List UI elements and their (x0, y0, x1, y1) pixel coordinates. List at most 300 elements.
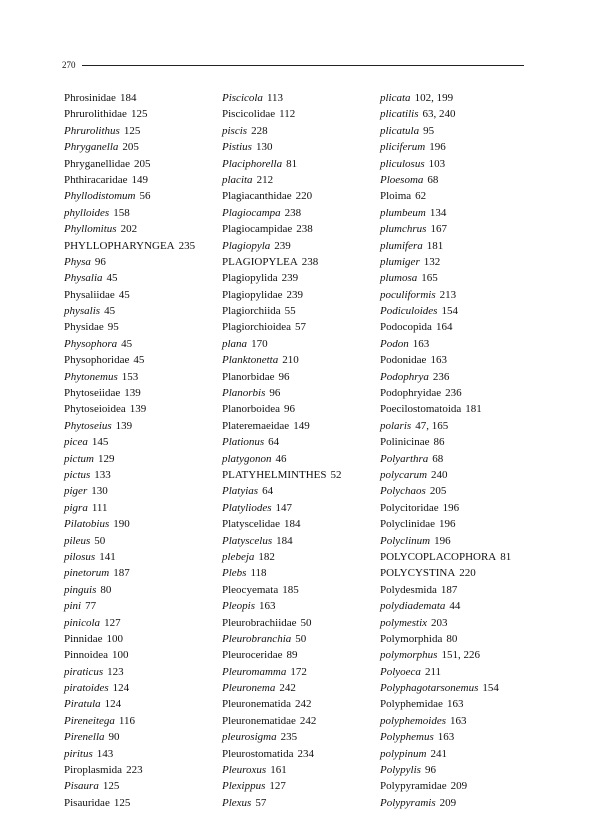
index-entry (380, 172, 550, 188)
index-term: Physophora (64, 337, 118, 350)
index-entry (222, 795, 372, 811)
index-entry (64, 188, 214, 204)
page-reference: 124 (104, 698, 122, 711)
page-reference: 182 (258, 550, 275, 563)
page-reference: 234 (297, 747, 314, 760)
index-term: plumosa (380, 272, 418, 285)
index-term: Polypyramis (380, 796, 436, 809)
index-term: PHYLLOPHARYNGEA (64, 239, 175, 252)
page-reference: 96 (269, 387, 281, 400)
index-term: Phytonemus (64, 370, 118, 383)
index-entry (222, 451, 372, 467)
index-entry (222, 254, 372, 270)
index-term: Plagiocampa (222, 206, 281, 219)
index-entry (222, 549, 372, 565)
page-reference: 96 (94, 255, 106, 268)
index-entry (222, 696, 372, 712)
index-entry (222, 713, 372, 729)
index-entry (64, 565, 214, 581)
index-term: Polyarthra (380, 452, 429, 465)
index-entry (222, 778, 372, 794)
index-term: Plagiopylida (222, 272, 278, 285)
index-term: polyphemoides (380, 714, 446, 727)
index-term: pictum (64, 452, 94, 465)
page-reference: 242 (295, 698, 312, 711)
page-reference: 240 (431, 468, 448, 481)
index-entry (380, 582, 550, 598)
page-reference: 163 (437, 731, 455, 744)
index-entry (64, 123, 214, 139)
page-reference: 235 (178, 239, 196, 252)
index-entry (222, 680, 372, 696)
index-entry (64, 270, 214, 286)
index-entry (222, 434, 372, 450)
index-term: Phrurolithidae (64, 108, 127, 121)
index-term: Polychaos (380, 485, 426, 498)
page-reference: 125 (113, 796, 131, 809)
index-entry (222, 369, 372, 385)
index-term: Planorbidae (222, 370, 275, 383)
index-entry (222, 582, 372, 598)
page-reference: 139 (124, 387, 141, 400)
index-entry (380, 90, 550, 106)
index-entry (380, 664, 550, 680)
page-reference: 239 (281, 272, 299, 285)
page-reference: 196 (442, 501, 460, 514)
page-reference: 239 (274, 239, 291, 252)
page-reference: 184 (284, 518, 301, 531)
index-entry (222, 287, 372, 303)
index-term: Piroplasmida (64, 764, 123, 777)
index-term: Plebs (222, 567, 247, 580)
index-term: polydiademata (380, 600, 446, 613)
index-entry (380, 778, 550, 794)
page-reference: 129 (97, 452, 115, 465)
index-entry (380, 713, 550, 729)
index-entry (64, 254, 214, 270)
page-reference: 96 (278, 370, 290, 383)
page-reference: 211 (424, 665, 442, 678)
index-entry (64, 746, 214, 762)
index-entry (222, 500, 372, 516)
index-term: Podocopida (380, 321, 432, 334)
index-term: Pleuronematida (222, 698, 292, 711)
page-reference: 141 (99, 550, 116, 563)
index-entry (380, 451, 550, 467)
index-term: Pinnidae (64, 632, 103, 645)
page-reference: 165 (421, 272, 438, 285)
index-term: polaris (380, 419, 412, 432)
index-term: Plagiacanthidae (222, 190, 292, 203)
index-entry (64, 795, 214, 811)
index-term: plicata (380, 92, 411, 104)
index-entry (222, 352, 372, 368)
index-term: Pireneitega (64, 714, 115, 727)
page-reference: 123 (107, 665, 124, 678)
page-reference: 236 (445, 387, 462, 400)
page-reference: 50 (94, 534, 106, 547)
index-entry (222, 106, 372, 122)
index-entry (380, 696, 550, 712)
index-term: Plexippus (222, 780, 266, 793)
index-term: Platyscelidae (222, 518, 281, 531)
page-reference: 80 (446, 632, 458, 645)
index-term: Phytoseius (64, 419, 112, 432)
index-entry (222, 664, 372, 680)
index-entry (64, 582, 214, 598)
page-reference: 134 (429, 206, 447, 219)
page-reference: 235 (280, 731, 298, 744)
index-term: plumifera (380, 239, 423, 252)
page-reference: 81 (286, 157, 298, 170)
index-entry (64, 500, 214, 516)
index-term: Pisaura (64, 780, 99, 793)
index-term: Placiphorella (222, 157, 283, 170)
index-term: Pleurostomatida (222, 747, 294, 760)
index-term: placita (222, 173, 253, 186)
index-entry (222, 139, 372, 155)
index-entry (380, 467, 550, 483)
page-reference: 125 (130, 108, 148, 121)
index-entry (380, 762, 550, 778)
page-reference: 68 (427, 173, 439, 186)
index-term: Physophoridae (64, 354, 130, 367)
index-term: physalis (64, 305, 101, 318)
index-term: POLYCYSTINA (380, 567, 456, 580)
index-term: pinicola (64, 616, 101, 629)
page-reference: 127 (269, 780, 286, 793)
index-term: Plagiorchioidea (222, 321, 292, 334)
page-reference: 212 (256, 173, 274, 186)
page-reference: 228 (251, 124, 268, 137)
index-term: plicatula (380, 124, 420, 137)
index-entry (64, 352, 214, 368)
index-entry (64, 434, 214, 450)
index-entry (64, 713, 214, 729)
page-reference: 151, 226 (441, 649, 480, 662)
index-entry (222, 123, 372, 139)
index-entry (222, 172, 372, 188)
index-term: Polyphemus (380, 731, 434, 744)
index-term: Polypyramidae (380, 780, 447, 793)
index-term: piratoides (64, 682, 109, 695)
index-term: Phyllodistomum (64, 190, 136, 203)
page-reference: 139 (129, 403, 147, 416)
page-reference: 153 (121, 370, 139, 383)
index-term: Plagiopyla (222, 239, 271, 252)
index-entry (64, 238, 214, 254)
page-reference: 118 (250, 567, 267, 580)
index-entry (222, 156, 372, 172)
index-term: POLYCOPLACOPHORA (380, 550, 497, 563)
page-reference: 210 (282, 354, 299, 367)
page-reference: 124 (112, 682, 130, 695)
index-entry (380, 483, 550, 499)
page-reference: 172 (290, 665, 307, 678)
index-term: Polyphagotarsonemus (380, 682, 479, 695)
index-term: Polyphemidae (380, 698, 443, 711)
page-reference: 125 (123, 124, 141, 137)
index-term: Planorboidea (222, 403, 281, 416)
index-term: Pinnoidea (64, 649, 108, 662)
index-term: Podonidae (380, 354, 427, 367)
index-entry (380, 746, 550, 762)
index-entry (380, 500, 550, 516)
page-reference: 100 (112, 649, 129, 662)
index-term: polycarum (380, 468, 428, 481)
index-term: Pirenella (64, 731, 105, 744)
page-reference: 68 (432, 452, 444, 465)
index-entry (222, 188, 372, 204)
index-term: Physaliidae (64, 288, 115, 301)
index-entry (64, 90, 214, 106)
page-reference: 203 (431, 616, 448, 629)
index-term: pinguis (64, 583, 97, 596)
page-reference: 209 (439, 796, 457, 809)
page-reference: 113 (266, 92, 284, 104)
index-term: Pleuroceridae (222, 649, 283, 662)
page-reference: 147 (275, 501, 292, 514)
page-reference: 213 (439, 288, 457, 301)
index-entry (64, 205, 214, 221)
index-entry (380, 106, 550, 122)
index-term: Phryganella (64, 141, 119, 154)
page-reference: 167 (430, 223, 447, 236)
index-entry (64, 172, 214, 188)
page-reference: 242 (279, 682, 296, 695)
index-term: picea (64, 436, 88, 449)
index-term: Physalia (64, 272, 103, 285)
index-term: plumchrus (380, 223, 427, 236)
index-term: PLAGIOPYLEA (222, 255, 298, 268)
header-rule (82, 65, 524, 66)
index-entry (222, 319, 372, 335)
page-reference: 45 (106, 272, 118, 285)
page-reference: 196 (439, 518, 456, 531)
index-entry (222, 729, 372, 745)
index-entry (64, 647, 214, 663)
index-term: plumbeum (380, 206, 426, 219)
index-entry (380, 139, 550, 155)
page-reference: 220 (295, 190, 313, 203)
index-entry (380, 680, 550, 696)
index-entry (64, 549, 214, 565)
index-term: Polyoeca (380, 665, 421, 678)
page-reference: 77 (85, 600, 97, 613)
page-number: 270 (62, 60, 76, 70)
index-entry (222, 303, 372, 319)
index-entry (64, 156, 214, 172)
page-reference: 205 (133, 157, 151, 170)
page-reference: 163 (430, 354, 447, 367)
index-term: Plagiopylidae (222, 288, 283, 301)
page-reference: 57 (295, 321, 307, 334)
index-entry (380, 270, 550, 286)
index-entry (64, 221, 214, 237)
index-entry (64, 483, 214, 499)
index-term: Pleuromamma (222, 665, 287, 678)
index-entry (380, 647, 550, 663)
index-term: Ploima (380, 190, 412, 203)
page-reference: 242 (299, 714, 317, 727)
page-reference: 223 (126, 764, 143, 777)
index-term: Podophrya (380, 370, 429, 383)
page-reference: 90 (108, 731, 120, 744)
index-term: platygonon (222, 452, 272, 465)
index-entry (380, 729, 550, 745)
index-term: Podiculoides (380, 305, 438, 318)
index-term: pilosus (64, 550, 96, 563)
index-entry (64, 680, 214, 696)
page-header (62, 58, 524, 72)
index-entry (64, 287, 214, 303)
index-entry (222, 631, 372, 647)
index-term: pini (64, 600, 82, 613)
page-reference: 205 (429, 485, 447, 498)
index-term: piraticus (64, 665, 104, 678)
page-reference: 116 (118, 714, 136, 727)
index-entry (64, 664, 214, 680)
index-term: Plexus (222, 796, 252, 809)
page-reference: 132 (423, 255, 441, 268)
index-entry (64, 533, 214, 549)
index-entry (64, 631, 214, 647)
index-entry (380, 238, 550, 254)
index-entry (380, 303, 550, 319)
index-term: Pleopis (222, 600, 255, 613)
page-reference: 100 (106, 632, 123, 645)
index-entry (380, 795, 550, 811)
index-term: Plagiorchiida (222, 305, 281, 318)
index-term: poculiformis (380, 288, 436, 301)
index-term: Phrosinidae (64, 92, 116, 104)
page-reference: 149 (131, 173, 149, 186)
page-reference: 44 (449, 600, 461, 613)
page-reference: 47, 165 (415, 419, 449, 432)
index-entry (380, 434, 550, 450)
index-entry (380, 369, 550, 385)
index-term: Pisauridae (64, 796, 110, 809)
index-term: Phyllomitus (64, 223, 117, 236)
index-term: pliciferum (380, 141, 426, 154)
index-term: Pleurobrachiidae (222, 616, 297, 629)
index-entry (64, 385, 214, 401)
index-entry (380, 615, 550, 631)
index-entry (380, 254, 550, 270)
index-term: pictus (64, 468, 91, 481)
index-term: pileus (64, 534, 91, 547)
page-reference: 187 (440, 583, 458, 596)
index-entry (222, 565, 372, 581)
page-reference: 184 (119, 92, 137, 104)
index-term: polymorphus (380, 649, 438, 662)
page-reference: 236 (432, 370, 450, 383)
page-reference: 111 (91, 501, 108, 514)
page-reference: 130 (255, 141, 273, 154)
index-term: piscis (222, 124, 248, 137)
index-term: Phytoseioidea (64, 403, 126, 416)
index-entry (222, 598, 372, 614)
index-entry (380, 156, 550, 172)
index-entry (64, 729, 214, 745)
index-term: polymestix (380, 616, 428, 629)
page-reference: 57 (255, 796, 267, 809)
index-term: Poecilostomatoida (380, 403, 462, 416)
index-term: Platyliodes (222, 501, 272, 514)
index-entry (64, 418, 214, 434)
index-entry (380, 352, 550, 368)
page-reference: 130 (91, 485, 108, 498)
page-reference: 81 (500, 550, 512, 563)
page-reference: 239 (286, 288, 303, 301)
page-reference: 62 (415, 190, 427, 203)
index-entry (222, 467, 372, 483)
index-entry (222, 221, 372, 237)
page-reference: 112 (279, 108, 296, 121)
index-term: Polycitoridae (380, 501, 439, 514)
page-reference: 181 (465, 403, 482, 416)
index-entry (380, 336, 550, 352)
page-reference: 184 (276, 534, 293, 547)
index-term: Platyscelus (222, 534, 273, 547)
index-entry (222, 205, 372, 221)
page-reference: 63, 240 (422, 108, 456, 121)
index-entry (64, 303, 214, 319)
index-term: Phryganellidae (64, 157, 130, 170)
page-reference: 45 (104, 305, 116, 318)
page-reference: 161 (270, 764, 287, 777)
page-reference: 163 (449, 714, 467, 727)
index-entry (222, 647, 372, 663)
index-entry (380, 319, 550, 335)
index-entry (222, 746, 372, 762)
index-entry (64, 615, 214, 631)
index-entry (222, 270, 372, 286)
page-reference: 95 (107, 321, 119, 334)
page-reference: 164 (435, 321, 453, 334)
page-reference: 163 (259, 600, 276, 613)
page-reference: 55 (284, 305, 296, 318)
index-entry (64, 696, 214, 712)
index-term: Podophryidae (380, 387, 442, 400)
index-entry (380, 123, 550, 139)
index-column-1 (64, 90, 214, 811)
page-reference: 96 (284, 403, 296, 416)
index-term: Physidae (64, 321, 104, 334)
index-term: Physa (64, 255, 91, 268)
index-term: Plationus (222, 436, 265, 449)
page-reference: 154 (441, 305, 458, 318)
page-reference: 80 (100, 583, 112, 596)
page-reference: 125 (102, 780, 120, 793)
page-reference: 205 (122, 141, 139, 154)
page-reference: 196 (434, 534, 451, 547)
page-reference: 95 (423, 124, 435, 137)
index-term: pigra (64, 501, 88, 514)
index-term: Pleuronema (222, 682, 276, 695)
index-term: piritus (64, 747, 93, 760)
page-reference: 102, 199 (414, 92, 454, 104)
index-entry (64, 139, 214, 155)
index-term: pliculosus (380, 157, 425, 170)
page-reference: 50 (295, 632, 307, 645)
index-term: Polypylis (380, 764, 421, 777)
index-entry (64, 451, 214, 467)
page-reference: 145 (91, 436, 109, 449)
page-reference: 45 (121, 337, 133, 350)
index-term: Plateremaeidae (222, 419, 290, 432)
index-entry (222, 401, 372, 417)
